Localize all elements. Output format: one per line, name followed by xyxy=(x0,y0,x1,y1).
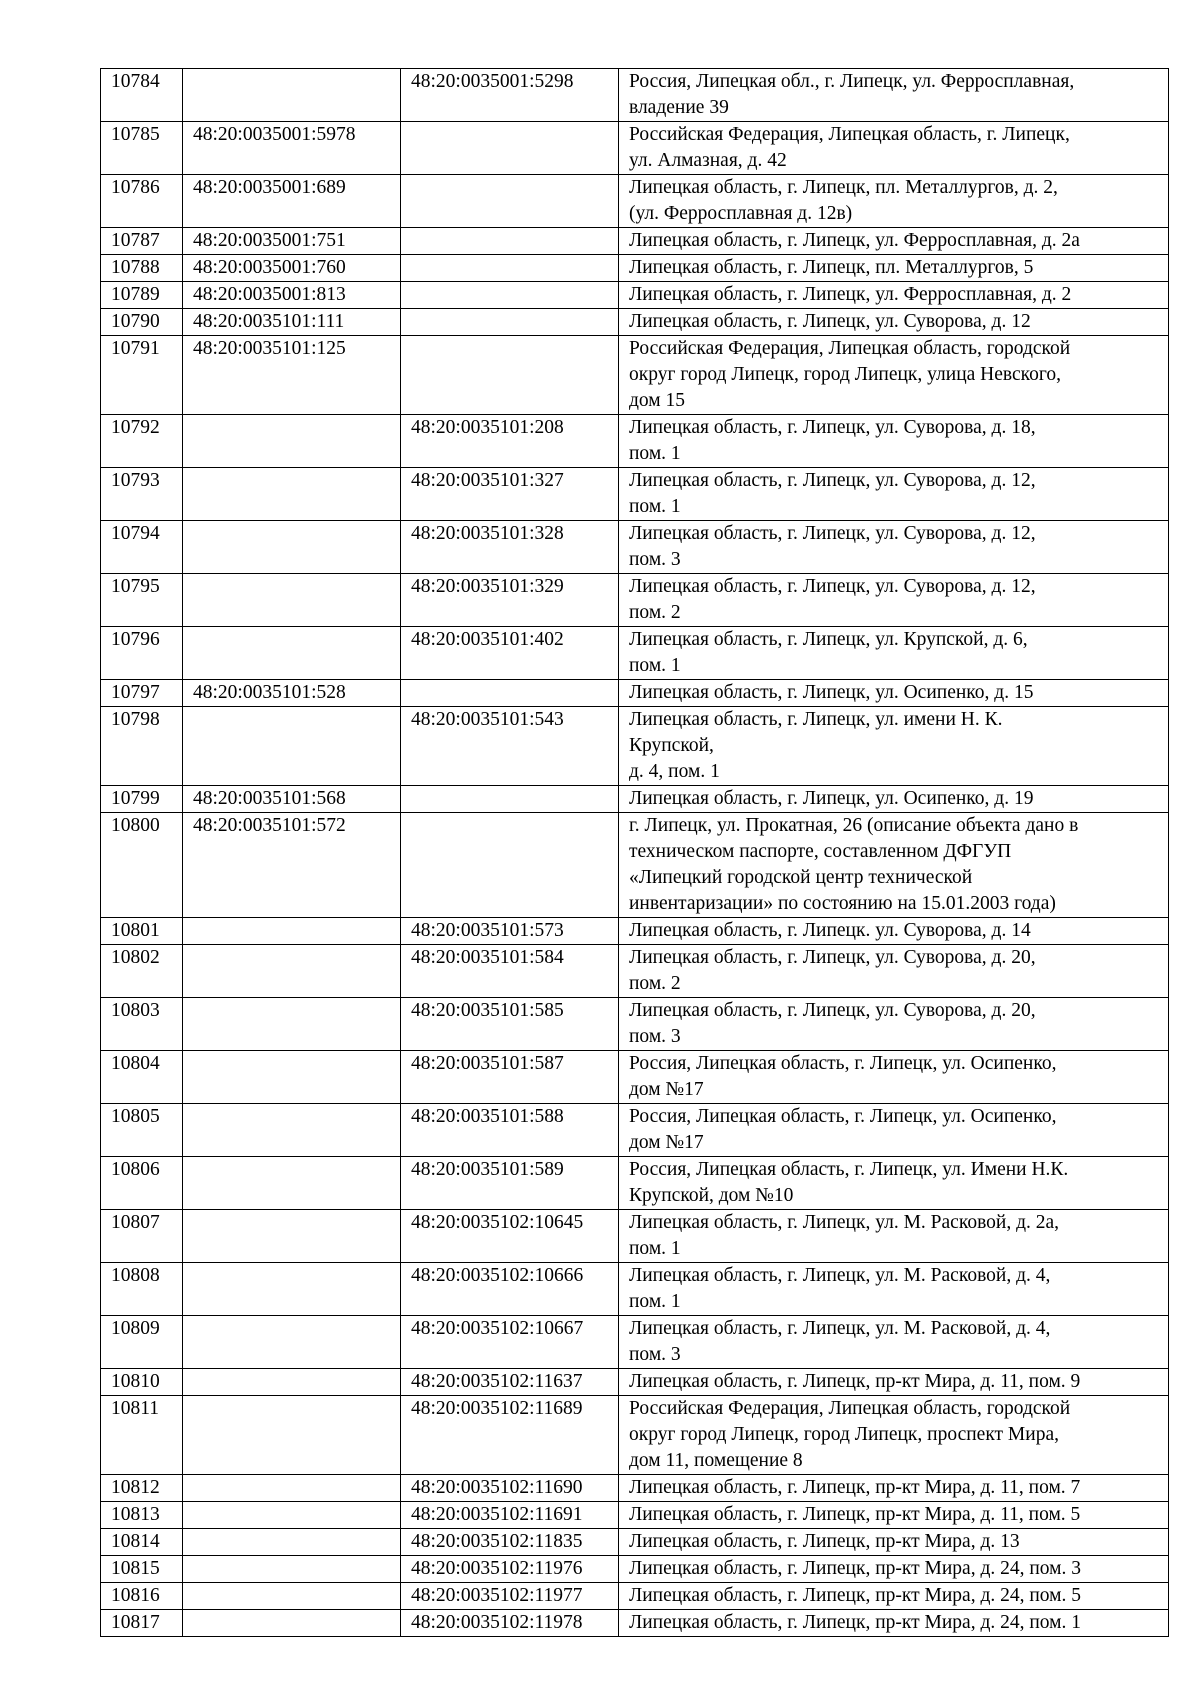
table-row xyxy=(101,1556,1169,1583)
table-row xyxy=(101,1369,1169,1396)
row-number-cell: 10801 xyxy=(101,918,183,945)
land-cadastral-number-cell xyxy=(183,574,401,627)
address-cell: Липецкая область, г. Липецк, пл. Металлургов, д. 2, (ул. Ферросплавная д. 12в) xyxy=(619,175,1169,228)
land-cadastral-number-cell: 48:20:0035001:760 xyxy=(183,255,401,282)
land-cadastral-number-cell: 48:20:0035001:689 xyxy=(183,175,401,228)
table-row xyxy=(101,1529,1169,1556)
building-cadastral-number-cell xyxy=(401,255,619,282)
building-cadastral-number-cell xyxy=(401,282,619,309)
land-cadastral-number-cell xyxy=(183,1610,401,1637)
table-row xyxy=(101,918,1169,945)
table-row xyxy=(101,1051,1169,1104)
row-number-cell: 10797 xyxy=(101,680,183,707)
land-cadastral-number-cell xyxy=(183,1369,401,1396)
building-cadastral-number-cell: 48:20:0035101:327 xyxy=(401,468,619,521)
address-cell: Липецкая область, г. Липецк, пр-кт Мира, д. 13 xyxy=(619,1529,1169,1556)
building-cadastral-number-cell: 48:20:0035101:402 xyxy=(401,627,619,680)
row-number-cell: 10784 xyxy=(101,69,183,122)
land-cadastral-number-cell: 48:20:0035101:568 xyxy=(183,786,401,813)
building-cadastral-number-cell xyxy=(401,786,619,813)
building-cadastral-number-cell: 48:20:0035102:10667 xyxy=(401,1316,619,1369)
address-cell: Липецкая область, г. Липецк, пр-кт Мира, д. 24, пом. 3 xyxy=(619,1556,1169,1583)
address-cell: Российская Федерация, Липецкая область, городской округ город Липецк, город Липецк, улица Невского, дом 15 xyxy=(619,336,1169,415)
building-cadastral-number-cell xyxy=(401,122,619,175)
table-row xyxy=(101,336,1169,415)
row-number-cell: 10814 xyxy=(101,1529,183,1556)
address-cell: Липецкая область, г. Липецк, ул. Суворова, д. 12, пом. 2 xyxy=(619,574,1169,627)
building-cadastral-number-cell: 48:20:0035102:11978 xyxy=(401,1610,619,1637)
address-cell: Липецкая область, г. Липецк, пр-кт Мира, д. 24, пом. 5 xyxy=(619,1583,1169,1610)
table-row xyxy=(101,309,1169,336)
table-row xyxy=(101,1475,1169,1502)
building-cadastral-number-cell: 48:20:0035101:208 xyxy=(401,415,619,468)
row-number-cell: 10790 xyxy=(101,309,183,336)
address-cell: Липецкая область, г. Липецк, ул. Суворова, д. 12 xyxy=(619,309,1169,336)
building-cadastral-number-cell xyxy=(401,228,619,255)
address-cell: Россия, Липецкая обл., г. Липецк, ул. Ферросплавная, владение 39 xyxy=(619,69,1169,122)
table-row xyxy=(101,468,1169,521)
land-cadastral-number-cell: 48:20:0035101:528 xyxy=(183,680,401,707)
address-cell: Липецкая область, г. Липецк, ул. Ферросплавная, д. 2а xyxy=(619,228,1169,255)
registry-table-body xyxy=(101,69,1169,1637)
row-number-cell: 10808 xyxy=(101,1263,183,1316)
row-number-cell: 10795 xyxy=(101,574,183,627)
address-cell: Липецкая область, г. Липецк, ул. Ферросплавная, д. 2 xyxy=(619,282,1169,309)
address-cell: Липецкая область, г. Липецк, пр-кт Мира, д. 11, пом. 7 xyxy=(619,1475,1169,1502)
document-page xyxy=(100,68,1168,1637)
row-number-cell: 10809 xyxy=(101,1316,183,1369)
table-row xyxy=(101,786,1169,813)
address-cell: Российская Федерация, Липецкая область, г. Липецк, ул. Алмазная, д. 42 xyxy=(619,122,1169,175)
building-cadastral-number-cell: 48:20:0035102:11689 xyxy=(401,1396,619,1475)
address-cell: Липецкая область, г. Липецк, пл. Металлургов, 5 xyxy=(619,255,1169,282)
address-cell: Липецкая область, г. Липецк, ул. М. Расковой, д. 4, пом. 3 xyxy=(619,1316,1169,1369)
land-cadastral-number-cell xyxy=(183,1051,401,1104)
address-cell: Российская Федерация, Липецкая область, городской округ город Липецк, город Липецк, проспект Мира, дом 11, помещение 8 xyxy=(619,1396,1169,1475)
address-cell: Россия, Липецкая область, г. Липецк, ул. Осипенко, дом №17 xyxy=(619,1051,1169,1104)
address-cell: Липецкая область, г. Липецк, пр-кт Мира, д. 11, пом. 5 xyxy=(619,1502,1169,1529)
land-cadastral-number-cell: 48:20:0035101:111 xyxy=(183,309,401,336)
table-row xyxy=(101,282,1169,309)
land-cadastral-number-cell xyxy=(183,1157,401,1210)
row-number-cell: 10805 xyxy=(101,1104,183,1157)
table-row xyxy=(101,255,1169,282)
address-cell: Липецкая область, г. Липецк, ул. Суворова, д. 20, пом. 3 xyxy=(619,998,1169,1051)
address-cell: Липецкая область, г. Липецк, ул. имени Н. К. Крупской, д. 4, пом. 1 xyxy=(619,707,1169,786)
address-cell: Липецкая область, г. Липецк, пр-кт Мира, д. 11, пом. 9 xyxy=(619,1369,1169,1396)
row-number-cell: 10800 xyxy=(101,813,183,918)
row-number-cell: 10812 xyxy=(101,1475,183,1502)
building-cadastral-number-cell: 48:20:0035001:5298 xyxy=(401,69,619,122)
table-row xyxy=(101,1316,1169,1369)
table-row xyxy=(101,680,1169,707)
building-cadastral-number-cell: 48:20:0035101:588 xyxy=(401,1104,619,1157)
building-cadastral-number-cell: 48:20:0035102:11835 xyxy=(401,1529,619,1556)
address-cell: Липецкая область, г. Липецк. ул. Суворова, д. 14 xyxy=(619,918,1169,945)
table-row xyxy=(101,69,1169,122)
building-cadastral-number-cell: 48:20:0035101:589 xyxy=(401,1157,619,1210)
address-cell: Липецкая область, г. Липецк, ул. М. Расковой, д. 4, пом. 1 xyxy=(619,1263,1169,1316)
row-number-cell: 10816 xyxy=(101,1583,183,1610)
address-cell: Липецкая область, г. Липецк, ул. Осипенко, д. 19 xyxy=(619,786,1169,813)
address-cell: Липецкая область, г. Липецк, ул. Крупской, д. 6, пом. 1 xyxy=(619,627,1169,680)
table-row xyxy=(101,1210,1169,1263)
row-number-cell: 10791 xyxy=(101,336,183,415)
building-cadastral-number-cell: 48:20:0035101:584 xyxy=(401,945,619,998)
land-cadastral-number-cell: 48:20:0035101:572 xyxy=(183,813,401,918)
table-row xyxy=(101,1583,1169,1610)
table-row xyxy=(101,1104,1169,1157)
row-number-cell: 10802 xyxy=(101,945,183,998)
land-cadastral-number-cell xyxy=(183,1556,401,1583)
building-cadastral-number-cell: 48:20:0035101:543 xyxy=(401,707,619,786)
building-cadastral-number-cell: 48:20:0035101:585 xyxy=(401,998,619,1051)
land-cadastral-number-cell xyxy=(183,918,401,945)
table-row xyxy=(101,1157,1169,1210)
table-row xyxy=(101,627,1169,680)
building-cadastral-number-cell: 48:20:0035102:11977 xyxy=(401,1583,619,1610)
address-cell: г. Липецк, ул. Прокатная, 26 (описание объекта дано в техническом паспорте, составленном ДФГУП «Липецкий городской центр технической инвентаризации» по состоянию на 15.01.2003 года) xyxy=(619,813,1169,918)
row-number-cell: 10807 xyxy=(101,1210,183,1263)
building-cadastral-number-cell xyxy=(401,175,619,228)
table-row xyxy=(101,521,1169,574)
address-cell: Липецкая область, г. Липецк, пр-кт Мира, д. 24, пом. 1 xyxy=(619,1610,1169,1637)
table-row xyxy=(101,415,1169,468)
address-cell: Россия, Липецкая область, г. Липецк, ул. Имени Н.К. Крупской, дом №10 xyxy=(619,1157,1169,1210)
table-row xyxy=(101,122,1169,175)
address-cell: Липецкая область, г. Липецк, ул. Суворова, д. 12, пом. 3 xyxy=(619,521,1169,574)
row-number-cell: 10803 xyxy=(101,998,183,1051)
land-cadastral-number-cell: 48:20:0035001:751 xyxy=(183,228,401,255)
table-row xyxy=(101,813,1169,918)
land-cadastral-number-cell xyxy=(183,707,401,786)
address-cell: Липецкая область, г. Липецк, ул. Суворова, д. 20, пом. 2 xyxy=(619,945,1169,998)
table-row xyxy=(101,228,1169,255)
land-cadastral-number-cell xyxy=(183,1263,401,1316)
building-cadastral-number-cell: 48:20:0035102:10645 xyxy=(401,1210,619,1263)
land-cadastral-number-cell xyxy=(183,1316,401,1369)
building-cadastral-number-cell: 48:20:0035101:328 xyxy=(401,521,619,574)
row-number-cell: 10796 xyxy=(101,627,183,680)
row-number-cell: 10785 xyxy=(101,122,183,175)
row-number-cell: 10817 xyxy=(101,1610,183,1637)
row-number-cell: 10793 xyxy=(101,468,183,521)
table-row xyxy=(101,574,1169,627)
building-cadastral-number-cell: 48:20:0035102:11691 xyxy=(401,1502,619,1529)
land-cadastral-number-cell xyxy=(183,415,401,468)
registry-table xyxy=(100,68,1169,1637)
land-cadastral-number-cell: 48:20:0035101:125 xyxy=(183,336,401,415)
table-row xyxy=(101,945,1169,998)
land-cadastral-number-cell xyxy=(183,1502,401,1529)
land-cadastral-number-cell: 48:20:0035001:5978 xyxy=(183,122,401,175)
row-number-cell: 10794 xyxy=(101,521,183,574)
row-number-cell: 10804 xyxy=(101,1051,183,1104)
land-cadastral-number-cell xyxy=(183,468,401,521)
building-cadastral-number-cell: 48:20:0035102:11637 xyxy=(401,1369,619,1396)
land-cadastral-number-cell xyxy=(183,945,401,998)
table-row xyxy=(101,1263,1169,1316)
row-number-cell: 10788 xyxy=(101,255,183,282)
row-number-cell: 10813 xyxy=(101,1502,183,1529)
building-cadastral-number-cell xyxy=(401,309,619,336)
building-cadastral-number-cell xyxy=(401,813,619,918)
row-number-cell: 10798 xyxy=(101,707,183,786)
land-cadastral-number-cell xyxy=(183,1396,401,1475)
row-number-cell: 10787 xyxy=(101,228,183,255)
land-cadastral-number-cell xyxy=(183,69,401,122)
address-cell: Липецкая область, г. Липецк, ул. Суворова, д. 18, пом. 1 xyxy=(619,415,1169,468)
address-cell: Липецкая область, г. Липецк, ул. М. Расковой, д. 2а, пом. 1 xyxy=(619,1210,1169,1263)
building-cadastral-number-cell: 48:20:0035101:587 xyxy=(401,1051,619,1104)
table-row xyxy=(101,1396,1169,1475)
row-number-cell: 10789 xyxy=(101,282,183,309)
table-row xyxy=(101,175,1169,228)
row-number-cell: 10792 xyxy=(101,415,183,468)
land-cadastral-number-cell xyxy=(183,1475,401,1502)
row-number-cell: 10806 xyxy=(101,1157,183,1210)
land-cadastral-number-cell xyxy=(183,998,401,1051)
table-row xyxy=(101,998,1169,1051)
building-cadastral-number-cell: 48:20:0035102:11976 xyxy=(401,1556,619,1583)
row-number-cell: 10786 xyxy=(101,175,183,228)
row-number-cell: 10799 xyxy=(101,786,183,813)
row-number-cell: 10810 xyxy=(101,1369,183,1396)
row-number-cell: 10811 xyxy=(101,1396,183,1475)
address-cell: Липецкая область, г. Липецк, ул. Осипенко, д. 15 xyxy=(619,680,1169,707)
building-cadastral-number-cell: 48:20:0035101:573 xyxy=(401,918,619,945)
land-cadastral-number-cell xyxy=(183,1529,401,1556)
address-cell: Липецкая область, г. Липецк, ул. Суворова, д. 12, пом. 1 xyxy=(619,468,1169,521)
row-number-cell: 10815 xyxy=(101,1556,183,1583)
building-cadastral-number-cell: 48:20:0035101:329 xyxy=(401,574,619,627)
table-row xyxy=(101,707,1169,786)
building-cadastral-number-cell xyxy=(401,680,619,707)
table-row xyxy=(101,1502,1169,1529)
table-row xyxy=(101,1610,1169,1637)
land-cadastral-number-cell xyxy=(183,1104,401,1157)
building-cadastral-number-cell xyxy=(401,336,619,415)
building-cadastral-number-cell: 48:20:0035102:11690 xyxy=(401,1475,619,1502)
land-cadastral-number-cell xyxy=(183,1210,401,1263)
address-cell: Россия, Липецкая область, г. Липецк, ул. Осипенко, дом №17 xyxy=(619,1104,1169,1157)
land-cadastral-number-cell: 48:20:0035001:813 xyxy=(183,282,401,309)
land-cadastral-number-cell xyxy=(183,627,401,680)
land-cadastral-number-cell xyxy=(183,521,401,574)
building-cadastral-number-cell: 48:20:0035102:10666 xyxy=(401,1263,619,1316)
land-cadastral-number-cell xyxy=(183,1583,401,1610)
